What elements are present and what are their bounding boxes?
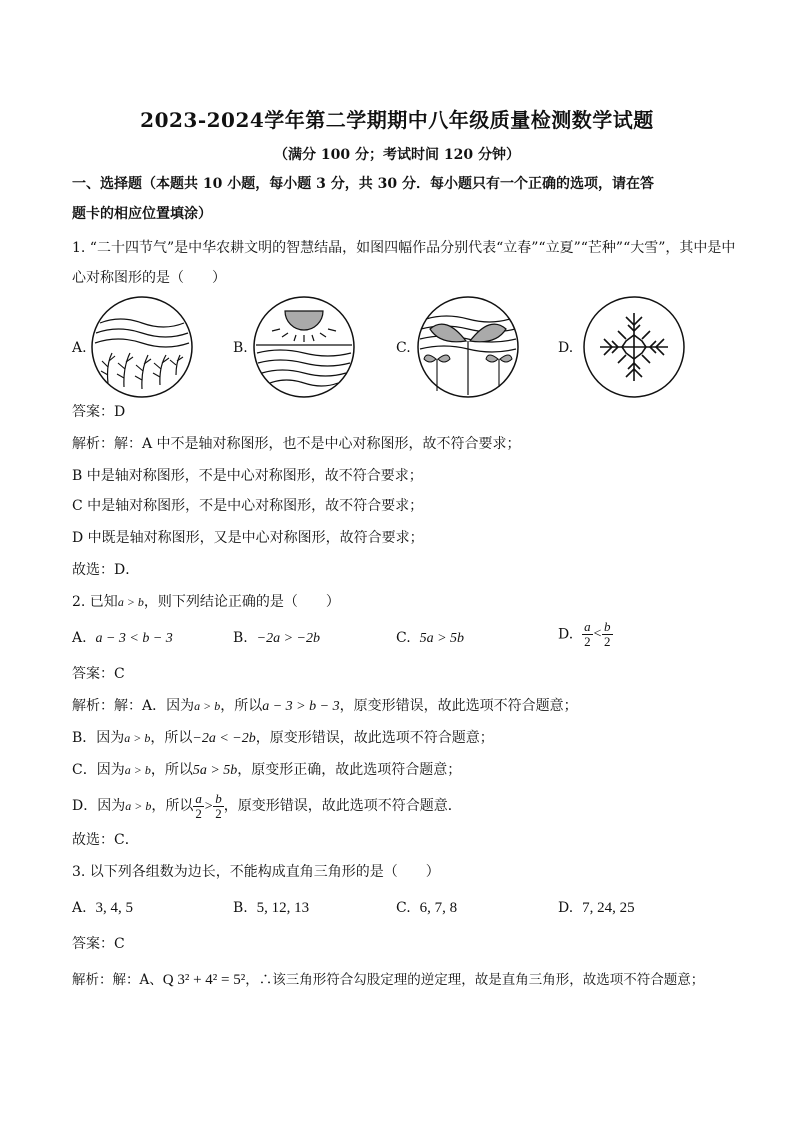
- text: ，原变形错误，故此选项不符合题意；: [339, 698, 578, 714]
- q2-stem: [72, 592, 732, 612]
- q1-option-a-label: A.: [72, 340, 87, 356]
- q1-solution-line2: B 中是轴对称图形，不是中心对称图形，故不符合要求；: [72, 468, 423, 484]
- frac-numerator: a: [584, 619, 591, 634]
- fraction-b-over-2: [213, 792, 224, 821]
- q2-option-d-fraction-b: [602, 620, 613, 649]
- q2-option-a-expr: a − 3 < b − 3: [95, 631, 173, 646]
- q2-option-c-expr: 5a > 5b: [419, 631, 465, 646]
- math-relation: >: [203, 799, 214, 814]
- q2-answer: 答案：C: [72, 666, 125, 682]
- text: 解析：解：A、: [72, 972, 163, 988]
- q2-stem-prefix: 2. 已知: [72, 594, 118, 610]
- page-title: 2023-2024学年第二学期期中八年级质量检测数学试题: [140, 108, 654, 132]
- q1-conclusion: 故选：D．: [72, 562, 140, 578]
- text: ，所以: [151, 798, 194, 814]
- q3-option-a-values: 3, 4, 5: [95, 900, 133, 916]
- q3-option-b: [233, 898, 309, 918]
- frac-numerator: b: [604, 619, 611, 634]
- q3-answer: 答案：C: [72, 936, 125, 952]
- q1-figure-lichun: [90, 295, 194, 399]
- math-expression: a − 3 > b − 3: [262, 699, 340, 714]
- q2-solution-line2: [72, 728, 732, 749]
- q2-option-d: [558, 620, 613, 649]
- q1-answer: 答案：D: [72, 404, 126, 420]
- math-expression: Q 3² + 4² = 5²: [162, 972, 246, 988]
- frac-denominator: 2: [195, 805, 202, 821]
- q2-option-c: [396, 628, 464, 649]
- q1-stem-line2: 心对称图形的是（ ）: [72, 270, 226, 286]
- q1-option-d-label: D.: [558, 340, 574, 356]
- q3-option-b-values: 5, 12, 13: [256, 900, 310, 916]
- text: ，所以: [220, 698, 263, 714]
- fraction-a-over-2: [193, 792, 204, 821]
- text: ，所以: [150, 762, 193, 778]
- frac-denominator: 2: [215, 805, 222, 821]
- q1-option-c-label: C.: [396, 340, 411, 356]
- q3-option-a-label: A.: [72, 900, 87, 916]
- q2-option-b: [233, 628, 320, 649]
- section-heading-line1: 一、选择题（本题共 10 小题，每小题 3 分，共 30 分．每小题只有一个正确的选项，请在答: [72, 176, 654, 192]
- text: D．因为: [72, 798, 126, 814]
- q3-option-d-label: D.: [558, 900, 574, 916]
- math-expression: 5a > 5b: [192, 763, 238, 778]
- q1-solution-line3: C 中是轴对称图形，不是中心对称图形，故不符合要求；: [72, 498, 424, 514]
- text: 解析：解：A．因为: [72, 698, 195, 714]
- q2-option-a-label: A.: [72, 630, 87, 646]
- math-expression: −2a < −2b: [192, 731, 256, 746]
- math-condition: a > b: [125, 799, 152, 813]
- q2-stem-suffix: ，则下列结论正确的是（ ）: [143, 594, 340, 610]
- q3-option-c-label: C.: [396, 900, 411, 916]
- q2-option-b-expr: −2a > −2b: [256, 631, 320, 646]
- q2-option-d-relation: <: [592, 626, 603, 642]
- q2-solution-line3: [72, 760, 732, 781]
- text: ，所以: [150, 730, 193, 746]
- q3-stem: 3. 以下列各组数为边长，不能构成直角三角形的是（ ）: [72, 864, 440, 880]
- q2-option-d-fraction-a: [582, 620, 593, 649]
- math-condition: a > b: [124, 763, 151, 777]
- q1-figure-daxue: [582, 295, 686, 399]
- q3-solution-line1: [72, 970, 732, 990]
- frac-denominator: 2: [604, 634, 611, 649]
- q2-option-c-label: C.: [396, 630, 411, 646]
- q2-stem-condition: a > b: [117, 595, 144, 609]
- q3-option-c-values: 6, 7, 8: [419, 900, 458, 916]
- text: ，原变形正确，故此选项符合题意；: [237, 762, 462, 778]
- math-condition: a > b: [194, 699, 221, 713]
- q1-solution-line4: D 中既是轴对称图形，又是中心对称图形，故符合要求；: [72, 530, 424, 546]
- q3-option-c: [396, 898, 457, 918]
- q1-option-b-label: B.: [233, 340, 248, 356]
- q2-solution-line1: [72, 696, 732, 717]
- text: ，∴该三角形符合勾股定理的逆定理，故是直角三角形，故选项不符合题意；: [245, 972, 705, 988]
- frac-denominator: 2: [584, 634, 591, 649]
- q2-option-d-label: D.: [558, 626, 574, 643]
- q1-stem-line1: 1. “二十四节气”是中华农耕文明的智慧结晶，如图四幅作品分别代表“立春”“立夏”“芒种”“大雪”，其中是中: [72, 240, 736, 256]
- q2-option-b-label: B.: [233, 630, 248, 646]
- q2-option-a: [72, 628, 173, 649]
- frac-numerator: b: [215, 790, 222, 806]
- section-heading-line2: 题卡的相应位置填涂）: [72, 206, 212, 222]
- text: ，原变形错误，故此选项不符合题意．: [223, 798, 462, 814]
- q1-figure-lixia: [252, 295, 356, 399]
- q3-option-b-label: B.: [233, 900, 248, 916]
- q3-option-d: [558, 898, 635, 918]
- text: ，原变形错误，故此选项不符合题意；: [255, 730, 494, 746]
- text: C．因为: [72, 762, 125, 778]
- q1-figure-mangzhong: [416, 295, 520, 399]
- q1-solution-line1: 解析：解：A 中不是轴对称图形，也不是中心对称图形，故不符合要求；: [72, 436, 521, 452]
- text: B．因为: [72, 730, 125, 746]
- q2-solution-line4: [72, 788, 732, 825]
- math-condition: a > b: [124, 731, 151, 745]
- page-subtitle: （满分 100 分；考试时间 120 分钟）: [274, 147, 520, 163]
- q3-option-d-values: 7, 24, 25: [582, 900, 635, 916]
- frac-numerator: a: [195, 790, 202, 806]
- q3-option-a: [72, 898, 133, 918]
- q2-conclusion: 故选：C．: [72, 832, 139, 848]
